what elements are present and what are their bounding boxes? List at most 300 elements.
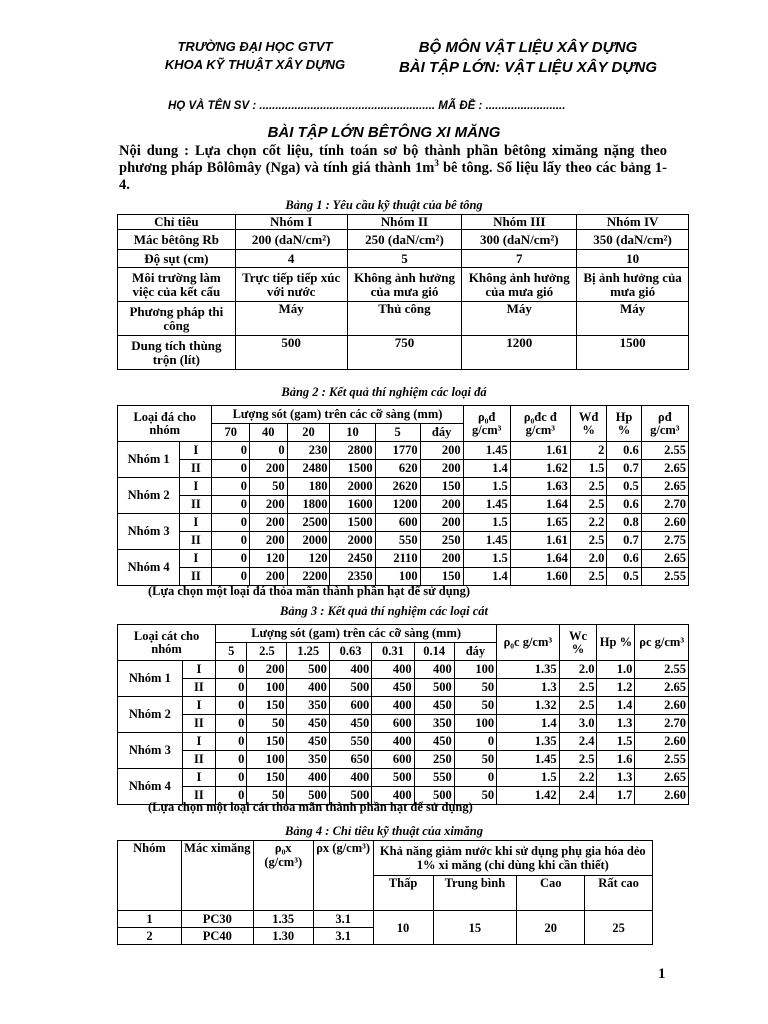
value-cell: 2.60 <box>635 733 689 751</box>
value-cell: 0 <box>454 733 496 751</box>
value-cell: 1200 <box>375 496 420 514</box>
value-cell: 2800 <box>330 442 375 460</box>
subgroup-cell: II <box>180 532 212 550</box>
value-cell: 120 <box>287 550 330 568</box>
value-cell: 0 <box>212 532 250 550</box>
value-cell: 400 <box>329 769 371 787</box>
table-cell: Bị ảnh hưởng của mưa gió <box>577 268 689 302</box>
group-label-cell: Nhóm 4 <box>118 769 183 805</box>
stone-note: (Lựa chọn một loại đá thỏa mãn thành phần hạt để sử dụng) <box>148 584 471 598</box>
header-cell: Rất cao <box>585 876 653 911</box>
table-cell: 7 <box>462 250 577 268</box>
stone-test-table <box>117 405 689 586</box>
value-cell: 0 <box>216 679 247 697</box>
table-cell: 4 <box>235 250 347 268</box>
value-cell: 1.5 <box>463 478 510 496</box>
subgroup-cell: I <box>180 478 212 496</box>
value-cell: 400 <box>287 769 329 787</box>
sieve-size-cell: 5 <box>216 643 247 661</box>
group-label-cell: Nhóm 2 <box>118 478 180 514</box>
value-cell: 500 <box>414 787 454 805</box>
header-cell: Nhóm I <box>235 215 347 230</box>
value-cell: 400 <box>287 679 329 697</box>
value-cell: 2620 <box>375 478 420 496</box>
value-cell: 50 <box>247 715 287 733</box>
value-cell: 180 <box>287 478 330 496</box>
value-cell: 150 <box>247 769 287 787</box>
value-cell: 1.45 <box>463 442 510 460</box>
value-cell: 500 <box>329 787 371 805</box>
value-cell: 2350 <box>330 568 375 586</box>
table-cell: Thủ công <box>347 302 462 336</box>
value-cell: 50 <box>247 787 287 805</box>
group-label-cell: Nhóm 1 <box>118 442 180 478</box>
intro-paragraph <box>119 143 667 194</box>
table-row <box>118 911 653 928</box>
table-row <box>118 568 689 586</box>
sand-note: (Lựa chọn một loại cát thỏa mãn thành phần hạt để sử dụng) <box>148 800 473 814</box>
table-cell: 200 (daN/cm²) <box>235 230 347 250</box>
value-cell: 0 <box>212 496 250 514</box>
value-cell: 2.65 <box>635 769 689 787</box>
header-cell: ρ₀c g/cm³ <box>497 625 559 661</box>
value-cell: 1.61 <box>510 442 570 460</box>
value-cell: 2.4 <box>559 733 597 751</box>
value-cell: 1500 <box>330 514 375 532</box>
value-cell: 1.35 <box>497 733 559 751</box>
sieve-size-cell: 0.31 <box>372 643 414 661</box>
value-cell: 2.60 <box>641 514 688 532</box>
value-cell: 150 <box>247 733 287 751</box>
header-cell: ρđ g/cm³ <box>641 406 688 442</box>
header-cell: Loại cát cho nhóm <box>118 625 216 661</box>
table-cell: 15 <box>433 911 517 945</box>
value-cell: 50 <box>454 751 496 769</box>
value-cell: 1800 <box>287 496 330 514</box>
value-cell: 1.42 <box>497 787 559 805</box>
table4-caption: Bảng 4 : Chỉ tiêu kỹ thuật của ximăng <box>285 824 483 838</box>
value-cell: 2.5 <box>559 679 597 697</box>
value-cell: 500 <box>329 679 371 697</box>
value-cell: 2.60 <box>635 697 689 715</box>
concrete-requirements-table <box>117 214 689 370</box>
group-label-cell: Nhóm 4 <box>118 550 180 586</box>
value-cell: 2.2 <box>559 769 597 787</box>
value-cell: 2500 <box>287 514 330 532</box>
value-cell: 0 <box>212 478 250 496</box>
value-cell: 2.5 <box>570 496 606 514</box>
stone-test-body <box>118 406 689 586</box>
table-header-row <box>118 215 689 230</box>
table-cell: Không ảnh hưởng của mưa gió <box>462 268 577 302</box>
group-label-cell: Nhóm 2 <box>118 697 183 733</box>
value-cell: 1.5 <box>570 460 606 478</box>
value-cell: 350 <box>287 751 329 769</box>
value-cell: 400 <box>372 661 414 679</box>
value-cell: 230 <box>287 442 330 460</box>
table-row <box>118 661 689 679</box>
value-cell: 450 <box>329 715 371 733</box>
header-cell: Lượng sót (gam) trên các cỡ sàng (mm) <box>212 406 463 424</box>
table-row <box>118 514 689 532</box>
value-cell: 2.5 <box>570 478 606 496</box>
header-cell: Cao <box>517 876 585 911</box>
table-cell: 2 <box>118 928 182 945</box>
header-cell: ρ₀đ g/cm³ <box>463 406 510 442</box>
value-cell: 100 <box>247 751 287 769</box>
header-cell: Nhóm III <box>462 215 577 230</box>
subgroup-cell: II <box>182 787 215 805</box>
value-cell: 450 <box>372 679 414 697</box>
group-label-cell: Nhóm 3 <box>118 733 183 769</box>
table-header-row <box>118 406 689 424</box>
value-cell: 200 <box>250 532 288 550</box>
header-cell: Hp % <box>597 625 635 661</box>
value-cell: 550 <box>329 733 371 751</box>
header-cell: Trung bình <box>433 876 517 911</box>
header-cell: Nhóm <box>118 841 182 911</box>
table-cell: 10 <box>577 250 689 268</box>
intro-superscript: 3 <box>434 158 439 169</box>
value-cell: 400 <box>372 733 414 751</box>
value-cell: 2.70 <box>635 715 689 733</box>
sand-test-table <box>117 624 689 805</box>
value-cell: 200 <box>250 514 288 532</box>
table-row <box>118 550 689 568</box>
header-cell: ρx (g/cm³) <box>313 841 373 911</box>
table-cell: 20 <box>517 911 585 945</box>
value-cell: 2.55 <box>641 568 688 586</box>
value-cell: 450 <box>287 733 329 751</box>
sieve-size-cell: 2.5 <box>247 643 287 661</box>
table-row <box>118 679 689 697</box>
value-cell: 1.3 <box>497 679 559 697</box>
value-cell: 2.65 <box>635 679 689 697</box>
value-cell: 550 <box>375 532 420 550</box>
value-cell: 400 <box>414 661 454 679</box>
sieve-size-cell: 20 <box>287 424 330 442</box>
value-cell: 0.8 <box>607 514 641 532</box>
value-cell: 2.65 <box>641 460 688 478</box>
value-cell: 400 <box>372 697 414 715</box>
table-row <box>118 442 689 460</box>
value-cell: 1600 <box>330 496 375 514</box>
table3-caption: Bảng 3 : Kết quả thí nghiệm các loại cát <box>280 604 488 618</box>
value-cell: 0 <box>454 769 496 787</box>
value-cell: 0.7 <box>607 460 641 478</box>
value-cell: 0 <box>212 514 250 532</box>
value-cell: 2450 <box>330 550 375 568</box>
table-header-row <box>118 841 653 876</box>
table-cell: Dung tích thùng trộn (lít) <box>118 336 236 370</box>
table-row <box>118 751 689 769</box>
value-cell: 0 <box>216 697 247 715</box>
value-cell: 0 <box>216 661 247 679</box>
subgroup-cell: I <box>182 697 215 715</box>
value-cell: 150 <box>247 697 287 715</box>
value-cell: 1.61 <box>510 532 570 550</box>
value-cell: 650 <box>329 751 371 769</box>
table-cell: Máy <box>235 302 347 336</box>
value-cell: 1.65 <box>510 514 570 532</box>
value-cell: 1.45 <box>463 532 510 550</box>
value-cell: 200 <box>420 442 463 460</box>
value-cell: 450 <box>287 715 329 733</box>
cement-spec-table <box>117 840 653 945</box>
value-cell: 2.5 <box>570 568 606 586</box>
subgroup-cell: I <box>180 442 212 460</box>
value-cell: 0.6 <box>607 442 641 460</box>
value-cell: 120 <box>250 550 288 568</box>
value-cell: 2.5 <box>570 532 606 550</box>
value-cell: 2.2 <box>570 514 606 532</box>
value-cell: 1.32 <box>497 697 559 715</box>
value-cell: 500 <box>287 661 329 679</box>
sieve-size-cell: đáy <box>454 643 496 661</box>
value-cell: 600 <box>372 751 414 769</box>
sand-test-body <box>118 625 689 805</box>
header-cell: Lượng sót (gam) trên các cỡ sàng (mm) <box>216 625 497 643</box>
sieve-size-cell: 70 <box>212 424 250 442</box>
value-cell: 50 <box>454 787 496 805</box>
value-cell: 2000 <box>287 532 330 550</box>
value-cell: 1.5 <box>597 733 635 751</box>
value-cell: 0 <box>212 460 250 478</box>
value-cell: 1.35 <box>497 661 559 679</box>
table-cell: 1.30 <box>253 928 313 945</box>
value-cell: 100 <box>454 661 496 679</box>
table-cell: 25 <box>585 911 653 945</box>
table-cell: 250 (daN/cm²) <box>347 230 462 250</box>
sieve-size-cell: 40 <box>250 424 288 442</box>
value-cell: 2.60 <box>635 787 689 805</box>
value-cell: 0.5 <box>607 568 641 586</box>
value-cell: 500 <box>372 769 414 787</box>
value-cell: 1.6 <box>597 751 635 769</box>
value-cell: 3.0 <box>559 715 597 733</box>
table-cell: 300 (daN/cm²) <box>462 230 577 250</box>
faculty-name: KHOA KỸ THUẬT XÂY DỰNG <box>164 57 346 72</box>
sieve-size-cell: 10 <box>330 424 375 442</box>
value-cell: 1.0 <box>597 661 635 679</box>
table-cell: Mác bêtông Rb <box>118 230 236 250</box>
table-cell: 1.35 <box>253 911 313 928</box>
header-cell: Wc % <box>559 625 597 661</box>
value-cell: 1.5 <box>463 550 510 568</box>
value-cell: 2.5 <box>559 697 597 715</box>
table-row <box>118 460 689 478</box>
value-cell: 600 <box>372 715 414 733</box>
value-cell: 1.3 <box>597 715 635 733</box>
subgroup-cell: II <box>182 679 215 697</box>
table-cell: Phương pháp thi công <box>118 302 236 336</box>
value-cell: 1.45 <box>463 496 510 514</box>
value-cell: 250 <box>420 532 463 550</box>
value-cell: 200 <box>250 496 288 514</box>
header-cell: ρ₀đc đ g/cm³ <box>510 406 570 442</box>
value-cell: 200 <box>247 661 287 679</box>
value-cell: 0 <box>216 715 247 733</box>
header-cell: ρc g/cm³ <box>635 625 689 661</box>
sieve-size-cell: 1.25 <box>287 643 329 661</box>
subgroup-cell: I <box>180 514 212 532</box>
table1-caption: Bảng 1 : Yêu cầu kỹ thuật của bê tông <box>285 198 483 212</box>
value-cell: 450 <box>414 733 454 751</box>
value-cell: 0 <box>212 568 250 586</box>
value-cell: 2.65 <box>641 550 688 568</box>
assignment-name: BÀI TẬP LỚN: VẬT LIỆU XÂY DỰNG <box>398 59 658 76</box>
value-cell: 0 <box>216 769 247 787</box>
table-cell: Máy <box>577 302 689 336</box>
value-cell: 2000 <box>330 532 375 550</box>
student-info-line: HỌ VÀ TÊN SV : ....................................................... MÃ ĐỀ : ......................... <box>168 100 566 112</box>
value-cell: 350 <box>414 715 454 733</box>
intro-text: Nội dung : Lựa chọn cốt liệu, tính toán sơ bộ thành phần bêtông ximăng nặng theo phương pháp Bôlômây (Nga) và tính giá thành 1m <box>119 143 667 176</box>
value-cell: 1.45 <box>497 751 559 769</box>
value-cell: 2.0 <box>559 661 597 679</box>
value-cell: 1.4 <box>497 715 559 733</box>
header-cell: Mác ximăng <box>181 841 253 911</box>
subgroup-cell: I <box>182 733 215 751</box>
value-cell: 1.7 <box>597 787 635 805</box>
table-cell: PC40 <box>181 928 253 945</box>
table-row <box>118 250 689 268</box>
value-cell: 1.3 <box>597 769 635 787</box>
table-row <box>118 715 689 733</box>
header-cell: Nhóm IV <box>577 215 689 230</box>
table-cell: 750 <box>347 336 462 370</box>
value-cell: 400 <box>372 787 414 805</box>
value-cell: 1.4 <box>597 697 635 715</box>
value-cell: 0.7 <box>607 532 641 550</box>
table-cell: 350 (daN/cm²) <box>577 230 689 250</box>
header-cell: Nhóm II <box>347 215 462 230</box>
header-cell: Wđ % <box>570 406 606 442</box>
value-cell: 0 <box>216 733 247 751</box>
value-cell: 0 <box>250 442 288 460</box>
value-cell: 0 <box>216 787 247 805</box>
table-row <box>118 268 689 302</box>
table-row <box>118 532 689 550</box>
value-cell: 100 <box>375 568 420 586</box>
table-cell: 10 <box>373 911 433 945</box>
value-cell: 620 <box>375 460 420 478</box>
value-cell: 450 <box>414 697 454 715</box>
value-cell: 2.55 <box>641 442 688 460</box>
sieve-size-cell: đáy <box>420 424 463 442</box>
value-cell: 1.62 <box>510 460 570 478</box>
subgroup-cell: I <box>180 550 212 568</box>
table-row <box>118 478 689 496</box>
group-label-cell: Nhóm 1 <box>118 661 183 697</box>
sieve-size-cell: 0.14 <box>414 643 454 661</box>
value-cell: 1.2 <box>597 679 635 697</box>
subgroup-cell: II <box>180 496 212 514</box>
intro-text-end: bê tông. Số liệu lấy theo các bảng 1-4. <box>119 160 667 193</box>
value-cell: 0 <box>212 442 250 460</box>
value-cell: 200 <box>420 550 463 568</box>
page-title: BÀI TẬP LỚN BÊTÔNG XI MĂNG <box>267 124 501 141</box>
value-cell: 2.5 <box>559 751 597 769</box>
header-cell: Loại đá cho nhóm <box>118 406 212 442</box>
subgroup-cell: II <box>182 751 215 769</box>
sieve-size-cell: 0.63 <box>329 643 371 661</box>
table-cell: 1 <box>118 911 182 928</box>
table-row <box>118 302 689 336</box>
table-cell: Độ sụt (cm) <box>118 250 236 268</box>
value-cell: 2 <box>570 442 606 460</box>
value-cell: 100 <box>454 715 496 733</box>
table-cell: 5 <box>347 250 462 268</box>
table-row <box>118 733 689 751</box>
value-cell: 1.4 <box>463 568 510 586</box>
value-cell: 150 <box>420 478 463 496</box>
table-cell: 3.1 <box>313 928 373 945</box>
value-cell: 50 <box>454 679 496 697</box>
value-cell: 200 <box>420 496 463 514</box>
value-cell: 600 <box>375 514 420 532</box>
header-cell: Khả năng giảm nước khi sử dụng phụ gia hóa dẻo 1% xi măng (chỉ dùng khi cần thiết) <box>373 841 652 876</box>
subgroup-cell: I <box>182 769 215 787</box>
value-cell: 1.5 <box>463 514 510 532</box>
table-row <box>118 769 689 787</box>
value-cell: 2110 <box>375 550 420 568</box>
subgroup-cell: II <box>180 568 212 586</box>
department-header <box>378 38 678 78</box>
table-cell: 1200 <box>462 336 577 370</box>
value-cell: 200 <box>420 514 463 532</box>
value-cell: 2.55 <box>635 661 689 679</box>
value-cell: 200 <box>250 568 288 586</box>
table-cell: 500 <box>235 336 347 370</box>
header-cell: ρ₀x (g/cm³) <box>253 841 313 911</box>
value-cell: 2200 <box>287 568 330 586</box>
value-cell: 500 <box>287 787 329 805</box>
table-cell: Trực tiếp tiếp xúc với nước <box>235 268 347 302</box>
value-cell: 100 <box>247 679 287 697</box>
value-cell: 50 <box>454 697 496 715</box>
university-header <box>150 38 360 74</box>
value-cell: 550 <box>414 769 454 787</box>
value-cell: 1.5 <box>497 769 559 787</box>
value-cell: 2.70 <box>641 496 688 514</box>
value-cell: 1.64 <box>510 496 570 514</box>
table-cell: 3.1 <box>313 911 373 928</box>
value-cell: 600 <box>329 697 371 715</box>
value-cell: 2480 <box>287 460 330 478</box>
value-cell: 500 <box>414 679 454 697</box>
table2-caption: Bảng 2 : Kết quả thí nghiệm các loại đá <box>281 385 487 399</box>
table-row <box>118 697 689 715</box>
value-cell: 50 <box>250 478 288 496</box>
value-cell: 1.60 <box>510 568 570 586</box>
table-cell: Máy <box>462 302 577 336</box>
table-cell: Không ảnh hưởng của mưa gió <box>347 268 462 302</box>
table-cell: 1500 <box>577 336 689 370</box>
university-name: TRƯỜNG ĐẠI HỌC GTVT <box>177 39 333 54</box>
value-cell: 2.0 <box>570 550 606 568</box>
value-cell: 0.5 <box>607 478 641 496</box>
value-cell: 1.63 <box>510 478 570 496</box>
subgroup-cell: I <box>182 661 215 679</box>
page-number: 1 <box>658 966 666 982</box>
value-cell: 2000 <box>330 478 375 496</box>
value-cell: 0.6 <box>607 550 641 568</box>
value-cell: 200 <box>250 460 288 478</box>
sieve-size-cell: 5 <box>375 424 420 442</box>
header-cell: Hp % <box>607 406 641 442</box>
value-cell: 350 <box>287 697 329 715</box>
